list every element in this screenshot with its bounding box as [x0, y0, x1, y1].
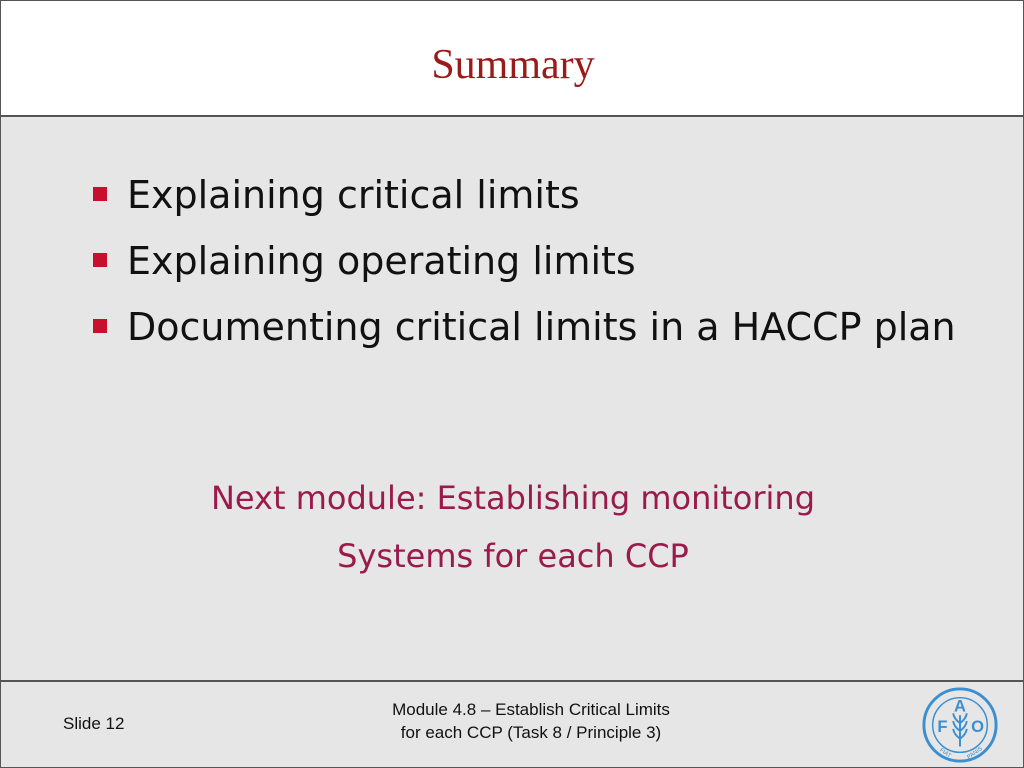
bullet-text: Explaining critical limits [127, 173, 580, 217]
square-bullet-icon [93, 187, 107, 201]
next-module-line2: Systems for each CCP [337, 537, 689, 575]
next-module-note [1, 469, 1024, 585]
svg-text:F: F [937, 716, 948, 736]
module-info [331, 698, 731, 744]
slide-content [0, 117, 1024, 680]
svg-text:A: A [954, 696, 966, 716]
bullet-text: Explaining operating limits [127, 239, 636, 283]
slide-title: Summary [431, 42, 595, 88]
module-line2: for each CCP (Task 8 / Principle 3) [400, 723, 662, 742]
bullet-item [87, 297, 967, 357]
slide-footer [0, 680, 1024, 768]
bullet-item [87, 231, 967, 291]
svg-text:PANIS: PANIS [966, 746, 984, 761]
fao-logo-icon [921, 686, 999, 764]
bullet-text: Documenting critical limits in a HACCP plan [127, 305, 956, 349]
square-bullet-icon [93, 253, 107, 267]
svg-text:FIAT: FIAT [938, 747, 952, 760]
bullet-list [87, 165, 967, 363]
svg-text:O: O [971, 716, 984, 736]
square-bullet-icon [93, 319, 107, 333]
bullet-item [87, 165, 967, 225]
title-bar [0, 0, 1024, 117]
next-module-line1: Next module: Establishing monitoring [210, 479, 816, 517]
module-line1: Module 4.8 – Establish Critical Limits [392, 700, 670, 719]
slide-number: Slide 12 [63, 714, 125, 733]
